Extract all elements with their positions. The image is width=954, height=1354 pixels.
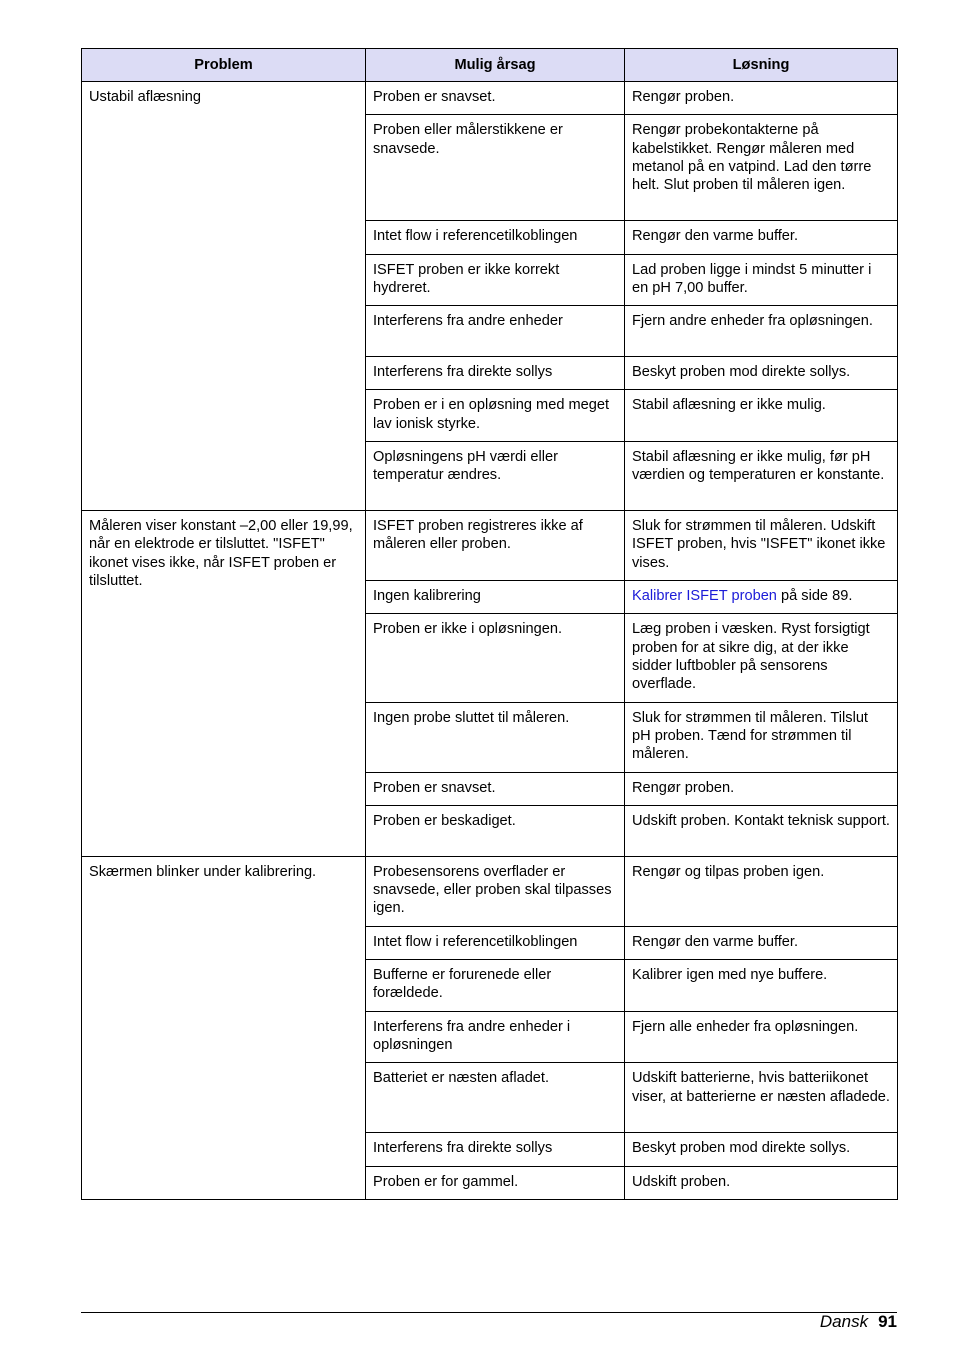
solution-cell: Sluk for strømmen til måleren. Tilslut pH proben. Tænd for strømmen til måleren. <box>625 702 898 772</box>
cause-cell: Proben er ikke i opløsningen. <box>366 614 625 702</box>
solution-cell: Stabil aflæsning er ikke mulig, før pH værdien og temperaturen er konstante. <box>625 442 898 511</box>
cause-cell: Batteriet er næsten afladet. <box>366 1063 625 1133</box>
cause-cell: Ingen probe sluttet til måleren. <box>366 702 625 772</box>
cause-cell: Intet flow i referencetilkoblingen <box>366 926 625 959</box>
solution-cell <box>625 581 898 614</box>
cause-cell: Interferens fra direkte sollys <box>366 357 625 390</box>
cause-cell: Intet flow i referencetilkoblingen <box>366 221 625 254</box>
solution-cell: Rengør probekontakterne på kabelstikket. Rengør måleren med metanol på en vatpind. Lad den tørre helt. Slut proben til måleren igen. <box>625 115 898 221</box>
solution-cell: Rengør proben. <box>625 772 898 805</box>
solution-cell: Læg proben i væsken. Ryst forsigtigt proben for at sikre dig, at der ikke sidder luftbobler på sensorens overflade. <box>625 614 898 702</box>
solution-cell: Rengør den varme buffer. <box>625 926 898 959</box>
footer-divider <box>81 1312 897 1313</box>
footer-language: Dansk <box>819 1312 869 1331</box>
solution-cell: Beskyt proben mod direkte sollys. <box>625 357 898 390</box>
solution-cell: Kalibrer igen med nye buffere. <box>625 960 898 1012</box>
solution-cell: Sluk for strømmen til måleren. Udskift ISFET proben, hvis "ISFET" ikonet ikke vises. <box>625 511 898 581</box>
cause-cell: Proben er snavset. <box>366 82 625 115</box>
solution-cell: Rengør den varme buffer. <box>625 221 898 254</box>
table-row <box>82 511 898 581</box>
cause-cell: Opløsningens pH værdi eller temperatur ændres. <box>366 442 625 511</box>
cause-cell: Probesensorens overflader er snavsede, eller proben skal tilpasses igen. <box>366 856 625 926</box>
cause-cell: Interferens fra andre enheder <box>366 306 625 357</box>
solution-cell: Beskyt proben mod direkte sollys. <box>625 1133 898 1166</box>
troubleshooting-table <box>81 48 898 1200</box>
cause-cell: Ingen kalibrering <box>366 581 625 614</box>
solution-cell: Udskift proben. Kontakt teknisk support. <box>625 805 898 856</box>
page-number: 91 <box>878 1312 897 1331</box>
solution-cell: Stabil aflæsning er ikke mulig. <box>625 390 898 442</box>
cause-cell: Bufferne er forurenede eller forældede. <box>366 960 625 1012</box>
cause-cell: Proben er i en opløsning med meget lav ionisk styrke. <box>366 390 625 442</box>
solution-cell: Lad proben ligge i mindst 5 minutter i en pH 7,00 buffer. <box>625 254 898 306</box>
header-cause: Mulig årsag <box>366 49 625 82</box>
cause-cell: Proben er snavset. <box>366 772 625 805</box>
cause-cell: Proben eller målerstikkene er snavsede. <box>366 115 625 221</box>
problem-cell: Ustabil aflæsning <box>82 82 366 511</box>
cause-cell: Interferens fra direkte sollys <box>366 1133 625 1166</box>
table-row <box>82 82 898 115</box>
solution-cell: Fjern alle enheder fra opløsningen. <box>625 1011 898 1063</box>
cause-cell: Proben er for gammel. <box>366 1166 625 1199</box>
solution-cell: Udskift batterierne, hvis batteriikonet viser, at batterierne er næsten afladede. <box>625 1063 898 1133</box>
header-solution: Løsning <box>625 49 898 82</box>
problem-cell: Skærmen blinker under kalibrering. <box>82 856 366 1199</box>
cause-cell: ISFET proben er ikke korrekt hydreret. <box>366 254 625 306</box>
page-reference-text: på side 89. <box>776 588 853 605</box>
page-footer <box>820 1311 897 1333</box>
cause-cell: Interferens fra andre enheder i opløsningen <box>366 1011 625 1063</box>
table-row <box>82 856 898 926</box>
table-header-row <box>82 49 898 82</box>
calibrate-isfet-link[interactable]: Kalibrer ISFET proben <box>632 588 777 605</box>
solution-cell: Udskift proben. <box>625 1166 898 1199</box>
solution-cell: Rengør proben. <box>625 82 898 115</box>
cause-cell: ISFET proben registreres ikke af måleren eller proben. <box>366 511 625 581</box>
solution-cell: Rengør og tilpas proben igen. <box>625 856 898 926</box>
problem-cell: Måleren viser konstant –2,00 eller 19,99, når en elektrode er tilsluttet. "ISFET" ikonet vises ikke, når ISFET proben er tilsluttet. <box>82 511 366 857</box>
header-problem: Problem <box>82 49 366 82</box>
cause-cell: Proben er beskadiget. <box>366 805 625 856</box>
solution-cell: Fjern andre enheder fra opløsningen. <box>625 306 898 357</box>
